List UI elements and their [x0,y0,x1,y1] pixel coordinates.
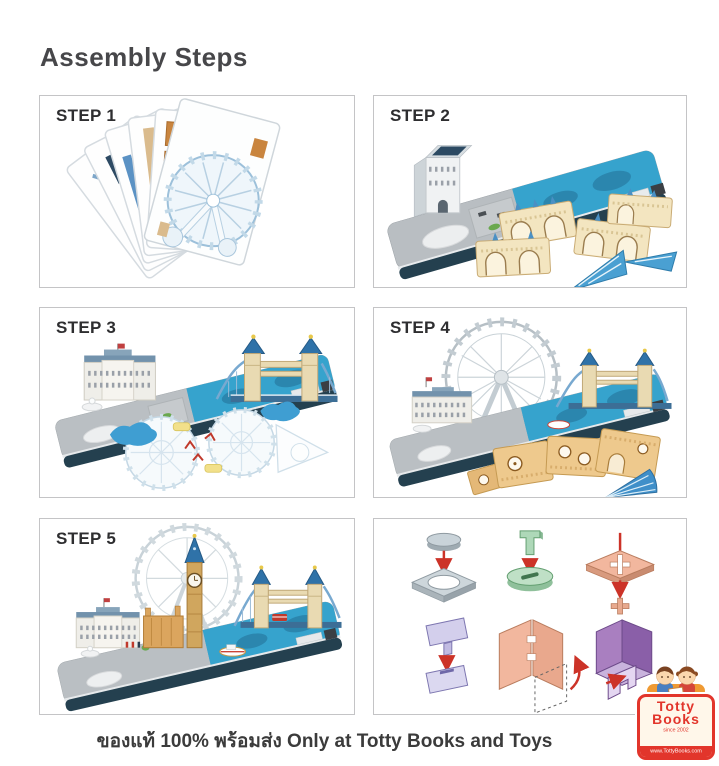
logo-website: www.TottyBooks.com [640,746,712,757]
totty-books-logo [635,664,717,764]
step-panel-5 [39,518,355,715]
step-panel-2 [373,95,687,288]
step-panel-4 [373,307,687,498]
step3-label: STEP 3 [56,318,117,337]
step5-label: STEP 5 [56,529,117,548]
step-panel-1 [39,95,355,288]
page-title: Assembly Steps [40,42,248,72]
step2-label: STEP 2 [390,106,451,125]
logo-tagline: since 2002 [663,727,689,734]
footer-caption: ของแท้ 100% พร้อมส่ง Only at Totty Books and Toys [96,731,553,752]
logo-word-totty: Totty [656,698,696,714]
step-panel-3 [39,307,355,498]
step4-label: STEP 4 [390,318,451,337]
logo-word-books: Books [652,711,700,727]
totty-books-logo-box [637,694,715,760]
step1-label: STEP 1 [56,106,117,125]
